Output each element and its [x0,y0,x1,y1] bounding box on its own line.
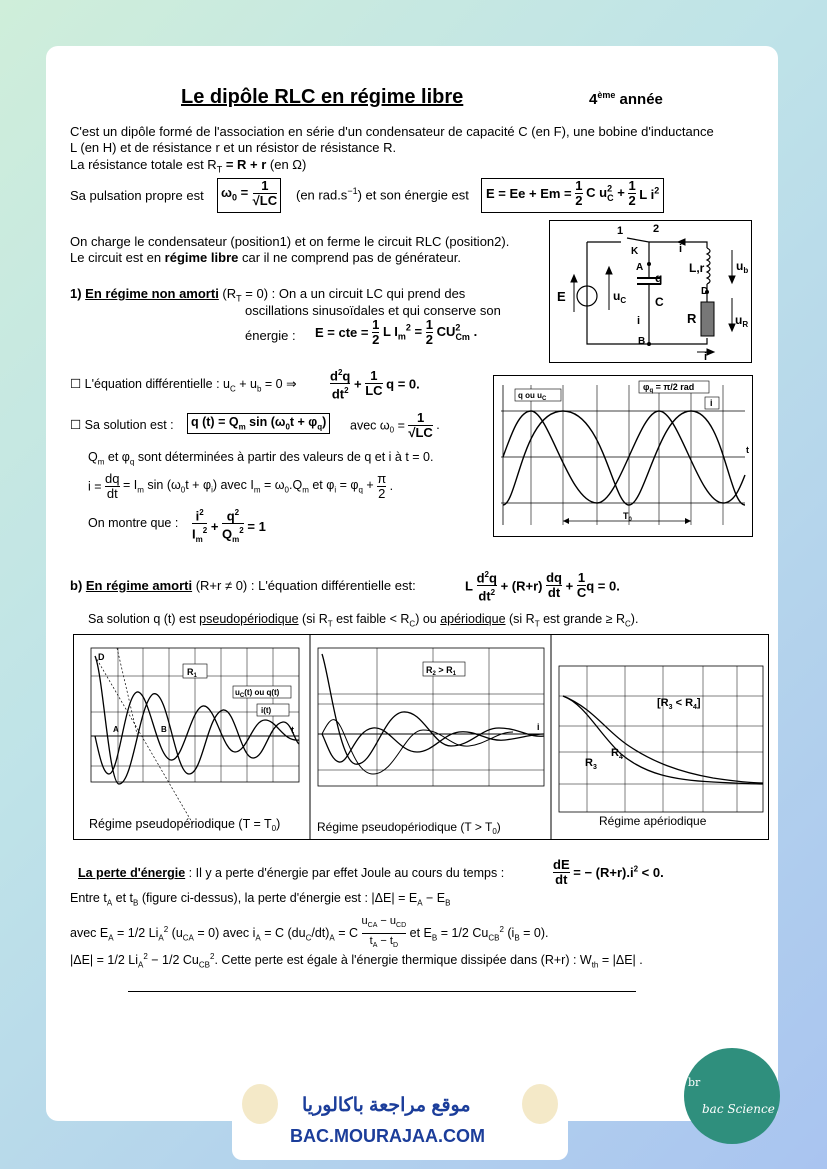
svg-text:φq = π/2 rad: $\varphi_q = \pi/2$ rad [643,382,695,394]
rlc-circuit-diagram [549,220,752,363]
book-logo-right [522,1084,558,1124]
svg-text:L,r: L,r [689,261,705,275]
sectionb-solution: Sa solution q (t) est pseudopériodique (si $R_T$ est faible < $R_C$) ou apériodique (si $R_T$ est grande ≥ $R_C$). [88,612,639,629]
svg-text:K: K [631,246,639,257]
diff-eq-formula: $\frac{d^2q}{dt^2}$ + $\frac{1}{LC}$ q = 0. [330,368,420,402]
intro-line-3: La résistance totale est $R_T = R + r$ (en Ω) [70,157,307,175]
pulse-text: Sa pulsation propre est [70,188,204,203]
svg-text:Régime apériodique: Régime apériodique [599,814,707,828]
current-formula: i = $\frac{dq}{dt}$ = $I_m$ $\sin (\omega_0t + \varphi_i)$ avec $I_m = \omega_0.Q_m$ et $\varphi_i = \varphi_q$ + $\frac{\pi}{2}$ . [88,471,394,501]
svg-text:1: 1 [617,225,624,237]
aperiodic-graph [559,666,763,812]
solution-text: ☐ Sa solution est : [70,418,174,432]
lc-oscillation-graph [493,375,753,537]
svg-text:R: R [687,311,697,326]
ellipse-identity: $\frac{i^2}{I_m^2}$ + $\frac{q^2}{Q_m^2}$ = 1 [192,508,266,545]
svg-text:i: i [679,243,683,255]
svg-text:A: A [636,262,644,273]
grade-level: 4ème année [589,90,663,108]
svg-text:q ou uC: q ou $u_C$ [518,391,547,402]
svg-text:i: i [637,315,641,327]
svg-text:E: E [557,289,566,304]
svg-text:[R3 < R4]: $[R_3 < R_4]$ [657,697,701,711]
section1-line-3: énergie : [245,328,296,343]
omega0-formula: $\omega_0$ = $\frac{1}{√LC}$ [217,178,281,213]
energy-loss-formula: $\frac{dE}{dt}$ = − $(R+r).i^2 < 0$. [553,857,664,887]
svg-text:D: D [98,652,105,662]
svg-text:ub: $u_b$ [736,259,749,275]
sectionb-heading: b) En régime amorti (R+r ≠ 0) : L'équation différentielle est: [70,578,416,593]
svg-text:Régime pseudopériodique (T = T: Régime pseudopériodique $(T = T_0)$ [89,817,281,833]
intro-line-1: C'est un dipôle formé de l'association en série d'un condensateur de capacité C (en F), une bobine d'inductance [70,124,714,139]
lc-energy-formula: E = cte = $\frac{1}{2}$ L $I_m^2$ = $\frac{1}{2}$ $CU^2_{Cm}$ . [315,317,478,347]
svg-text:T0: $T_0$ [623,511,632,523]
svg-text:D: D [701,286,709,297]
page-title: Le dipôle RLC en régime libre [181,86,464,108]
damped-diff-eq: L $\frac{d^2q}{dt^2}$ + (R+r) $\frac{dq}{dt}$ + $\frac{1}{C}$ q = 0. [465,570,620,604]
book-logo-left [242,1084,278,1124]
svg-text:i: i [710,398,713,408]
svg-text:t: t [746,445,749,455]
damping-panels [73,634,769,840]
svg-text:A: A [113,725,119,734]
energy-loss-line-2: Entre $t_A$ et $t_B$ (figure ci-dessus), la perte d'énergie est : $|\Delta E| = E_A - E_B$ [70,891,451,908]
svg-text:B: B [638,336,646,347]
section1-heading: 1) En régime non amorti $(R_T = 0)$ : On a un circuit LC qui prend des [70,286,466,304]
divider [128,991,636,992]
svg-text:R1: $R_1$ [187,667,197,679]
svg-text:t: t [291,725,294,735]
energy-loss-line-3: avec $E_A = 1/2$ $Li_A^2$ $(u_{CA} = 0)$ avec $i_A = C$ $(du_C/dt)_A = C$ $\frac{u_{CA} - u_{CD}}{t_A - t_D}$ et $E_B = 1/2$ $Cu_{CB}^2$ $(i_B = 0)$. [70,915,549,950]
svg-text:uR: $u_R$ [735,313,749,329]
svg-text:C: C [655,295,664,309]
svg-text:i(t): i(t) [261,706,272,715]
qm-line: $Q_m$ et $\varphi_q$ sont déterminées à partir des valeurs de q et i à t = 0. [88,450,434,467]
svg-text:uC: $u_C$ [613,289,627,305]
intro-line-2: L (en H) et de résistance r et un résistor de résistance R. [70,140,397,155]
energy-formula: E = Ee + Em = $\frac{1}{2}$ C $u^2_C$ + $\frac{1}{2}$ L $i^2$ [481,178,664,213]
site-arabic-name: موقع مراجعة باكالوريا [302,1095,471,1116]
svg-text:Régime pseudopériodique (T > T: Régime pseudopériodique $(T > T_0)$ [317,820,501,836]
diff-eq-text: ☐ L'équation différentielle : $u_C + u_b = 0$ ⇒ [70,377,297,394]
bac-science-badge: br bac Science [684,1048,780,1144]
section1-line-2: oscillations sinusoïdales et qui conserve son [245,303,501,318]
energy-loss-line-4: |ΔE| = 1/2 $Li_A^2 - 1/2$ $Cu_{CB}^2$. Cette perte est égale à l'énergie thermique dissipée dans (R+r) : $W_{th} = |\Delta E|$ . [70,952,643,970]
show-text: On montre que : [88,516,179,530]
energy-loss-line-1: La perte d'énergie : Il y a perte d'énergie par effet Joule au cours du temps : [78,866,505,880]
svg-text:uC(t) ou q(t): $u_C(t)$ ou q(t) [235,688,280,699]
site-url[interactable]: BAC.MOURAJAA.COM [290,1126,485,1146]
svg-text:i: i [704,351,708,363]
svg-text:q: q [655,271,663,285]
svg-text:i: i [537,722,540,732]
omega0-definition: avec $\omega_0$ = $\frac{1}{√LC}$ . [350,410,440,440]
pseudo-periodic-graph-2 [318,648,544,786]
svg-text:B: B [161,725,167,734]
pulse-unit: (en $rad.s^{-1}$) et son énergie est [296,186,469,203]
svg-text:2: 2 [653,223,660,235]
svg-text:R3: $R_3$ [585,757,597,771]
svg-text:R2 > R1: $R_2 > R_1$ [426,665,456,677]
charge-line-2: Le circuit est en régime libre car il ne comprend pas de générateur. [70,250,461,265]
solution-formula: q $(t) = Q_m$ $\sin (\omega_0t + \varphi_q)$ [187,413,330,434]
footer-banner [232,1068,568,1160]
svg-text:R4: $R_4$ [611,747,623,761]
charge-line-1: On charge le condensateur (position1) et on ferme le circuit RLC (position2). [70,234,510,249]
